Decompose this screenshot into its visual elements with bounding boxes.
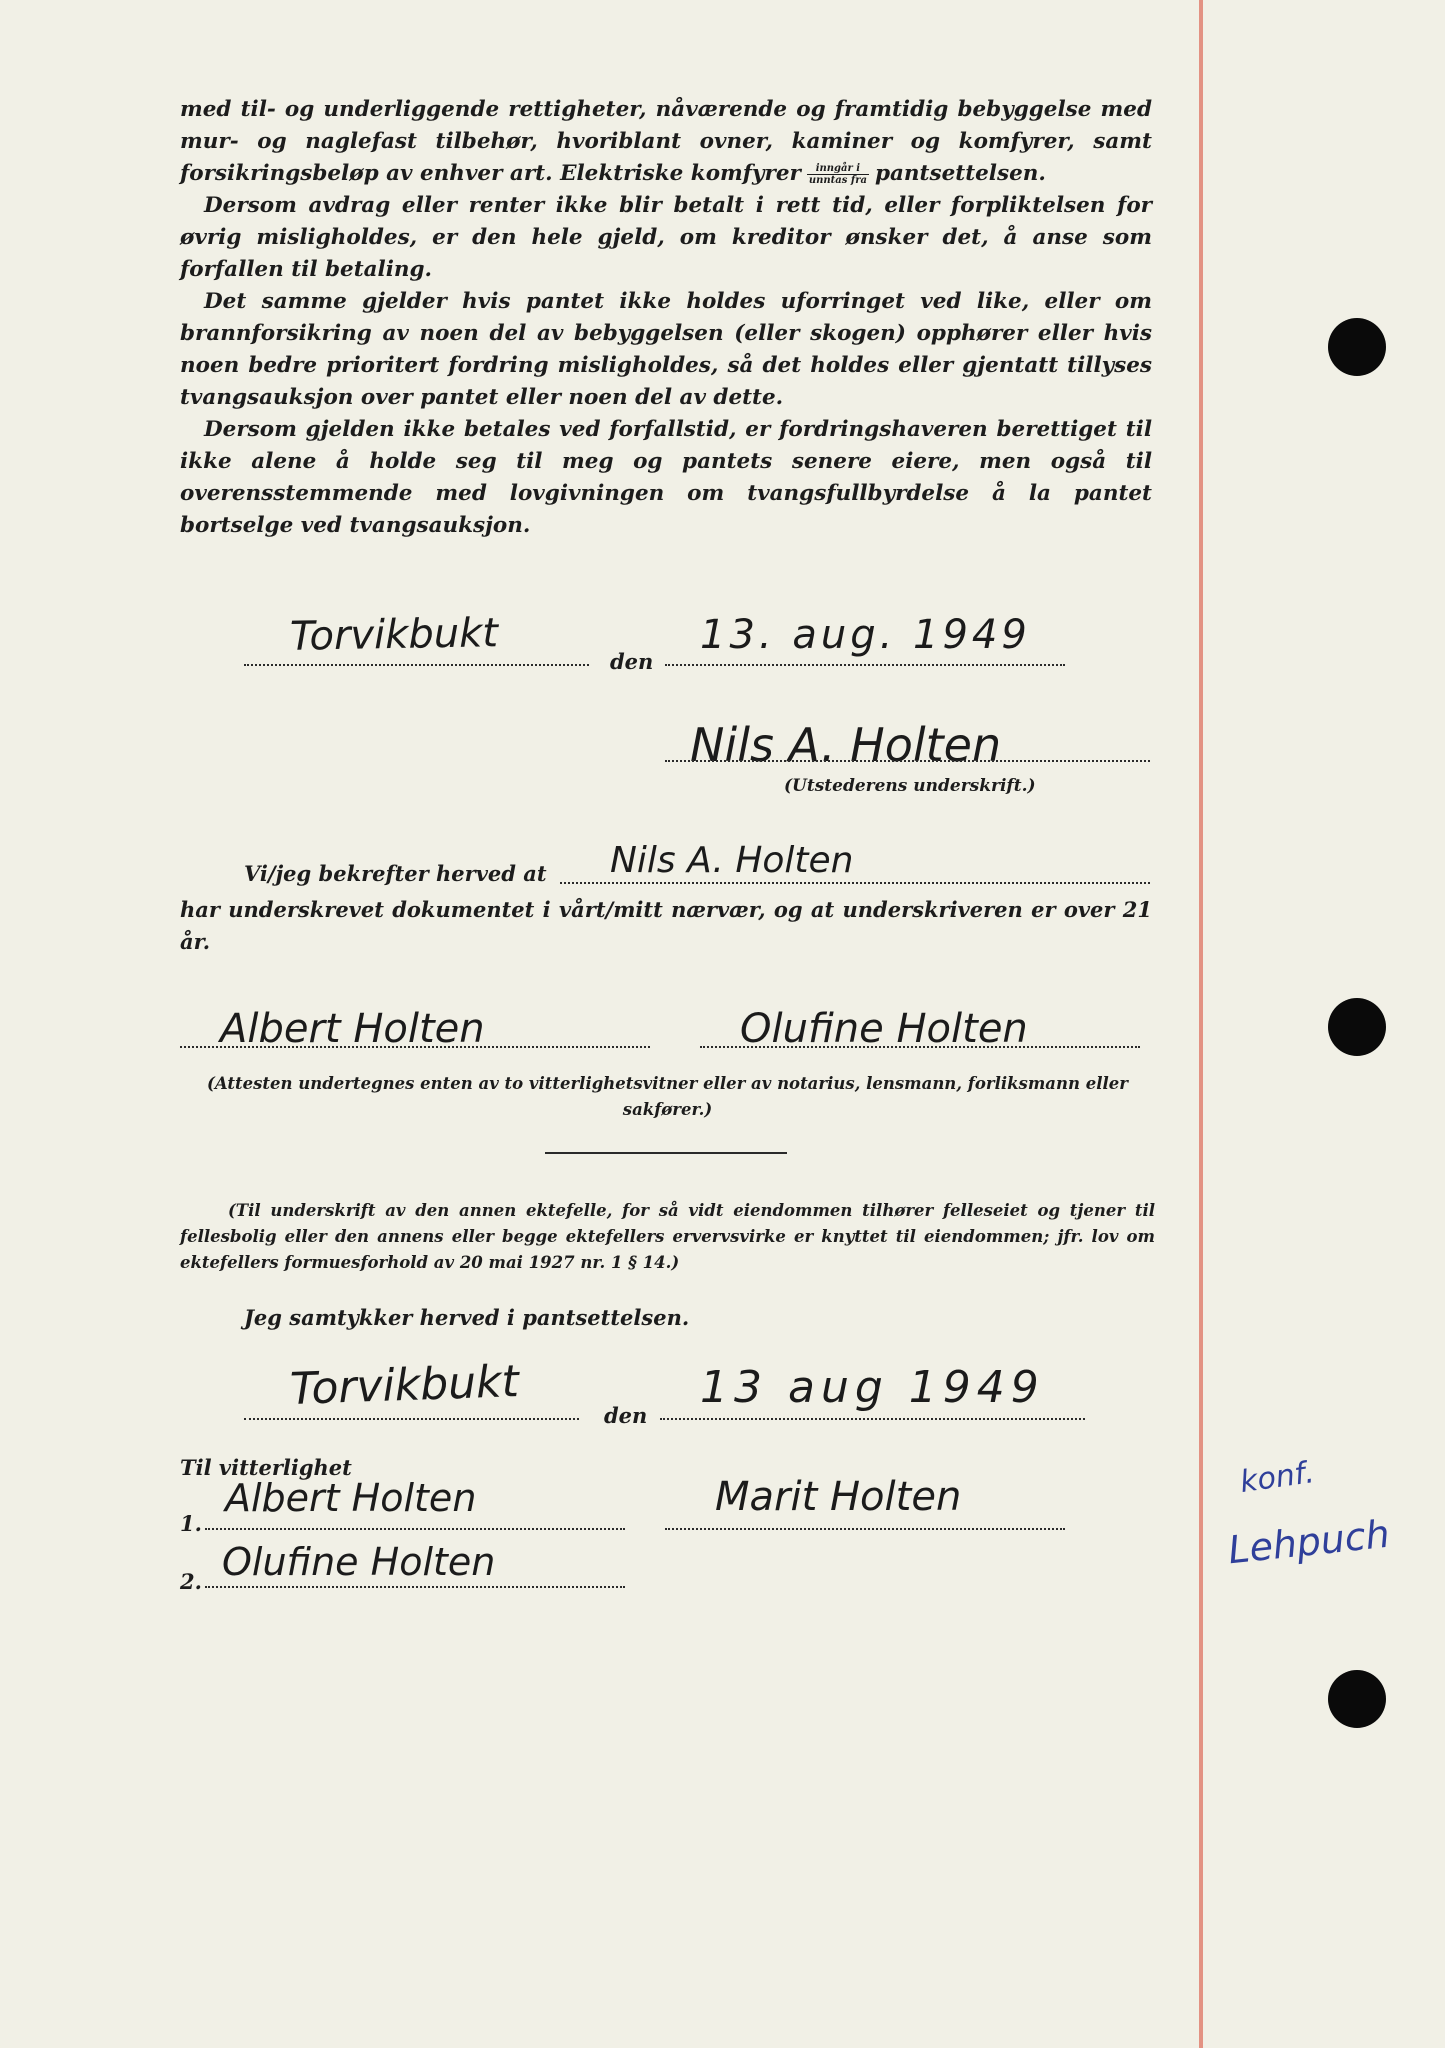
witness-number-2: 2. [180,1569,202,1594]
punch-hole [1328,1670,1386,1728]
clause-2: Dersom avdrag eller renter ikke blir betalt i rett tid, eller forpliktelsen for øvrig misligholdes, er den hele gjeld, om kreditor ønsker det, å anse som forfallen til betaling. [180,193,1152,282]
spouse-signature: Marit Holten [715,1474,962,1520]
issuer-signature: Nils A. Holten [690,718,1002,772]
margin-note-signature: Lehpuch [1226,1511,1392,1573]
clause-1: med til- og underliggende rettigheter, nåværende og framtidig bebyggelse med mur- og naglefast tilbehør, hvoriblant ovner, kaminer og komfyrer, samt forsikringsbeløp av enhver art. Elektriske komfyrer $\frac{\text{inngår i}}{\text{unntas fra}}$ pantsettelsen. [180,97,1152,186]
witness-number-1: 1. [180,1511,202,1536]
signature-caption: (Utstederens underskrift.) [784,776,1036,796]
section-divider [545,1152,787,1154]
confirmed-name: Nils A. Holten [610,840,854,881]
mortgage-clauses [180,94,1152,542]
witness-2-signature: Olufine Holten [740,1006,1028,1052]
confirmation-prefix: Vi/jeg bekrefter herved at [244,861,547,886]
witness-1-signature: Albert Holten [220,1006,485,1052]
den-label: den [610,649,654,674]
witness-1-dotted-line [180,1046,650,1048]
place-dotted-line [244,664,589,666]
consent-text: Jeg samtykker herved i pantsettelsen. [244,1305,690,1330]
date-dotted-line [665,664,1065,666]
spouse-date: 13 aug 1949 [700,1362,1045,1413]
spouse-witness-2-signature: Olufine Holten [222,1540,496,1584]
confirm-dotted-line [560,882,1150,884]
spouse-note: (Til underskrift av den annen ektefelle, for så vidt eiendommen tilhører felleseiet og tjener til fellesbolig eller den annens eller begge ektefellers ervervsvirke er knyttet til eiendommen; jfr. lov om ektefellers formuesforhold av 20 mai 1927 nr. 1 § 14.) [180,1201,1155,1272]
spouse-den-label: den [604,1403,648,1428]
clause-3: Det samme gjelder hvis pantet ikke holdes uforringet ved like, eller om brannforsikring av noen del av bebyggelsen (eller skogen) opphører eller hvis noen bedre prioritert fordring misligholdes, så det holdes eller gjentatt tillyses tvangsauksjon over pantet eller noen del av dette. [180,289,1152,410]
attestation-note: (Attesten undertegnes enten av to vitterlighetsvitner eller av notarius, lensmann, forliksmann eller sakfører.) [207,1074,1128,1119]
issuer-date: 13. aug. 1949 [700,612,1031,658]
spouse-signature-line [665,1528,1065,1530]
spouse-date-dotted-line [660,1418,1085,1420]
confirmation-text: har underskrevet dokumentet i vårt/mitt nærvær, og at underskriveren er over 21 år. [180,897,1152,954]
issuer-place: Torvikbukt [289,610,499,660]
spouse-witness-2-line [205,1586,625,1588]
witness-label: Til vitterlighet [180,1455,352,1480]
spouse-witness-1-line [205,1528,625,1530]
fraction-choice: $\frac{\text{inngår i}}{\text{unntas fra}}$ [808,162,867,186]
margin-note-konf: konf. [1237,1454,1317,1501]
spouse-witness-1-signature: Albert Holten [225,1476,477,1520]
signature-dotted-line [665,760,1150,762]
punch-hole [1328,998,1386,1056]
clause-4: Dersom gjelden ikke betales ved forfallstid, er fordringshaveren berettiget til ikke alene å holde seg til meg og pantets senere eiere, men også til overensstemmende med lovgivningen om tvangsfullbyrdelse å la pantet bortselge ved tvangsauksjon. [180,417,1152,538]
witness-2-dotted-line [700,1046,1140,1048]
spouse-place: Torvikbukt [289,1356,520,1415]
margin-line [1199,0,1203,2048]
spouse-place-dotted-line [244,1418,579,1420]
punch-hole [1328,318,1386,376]
